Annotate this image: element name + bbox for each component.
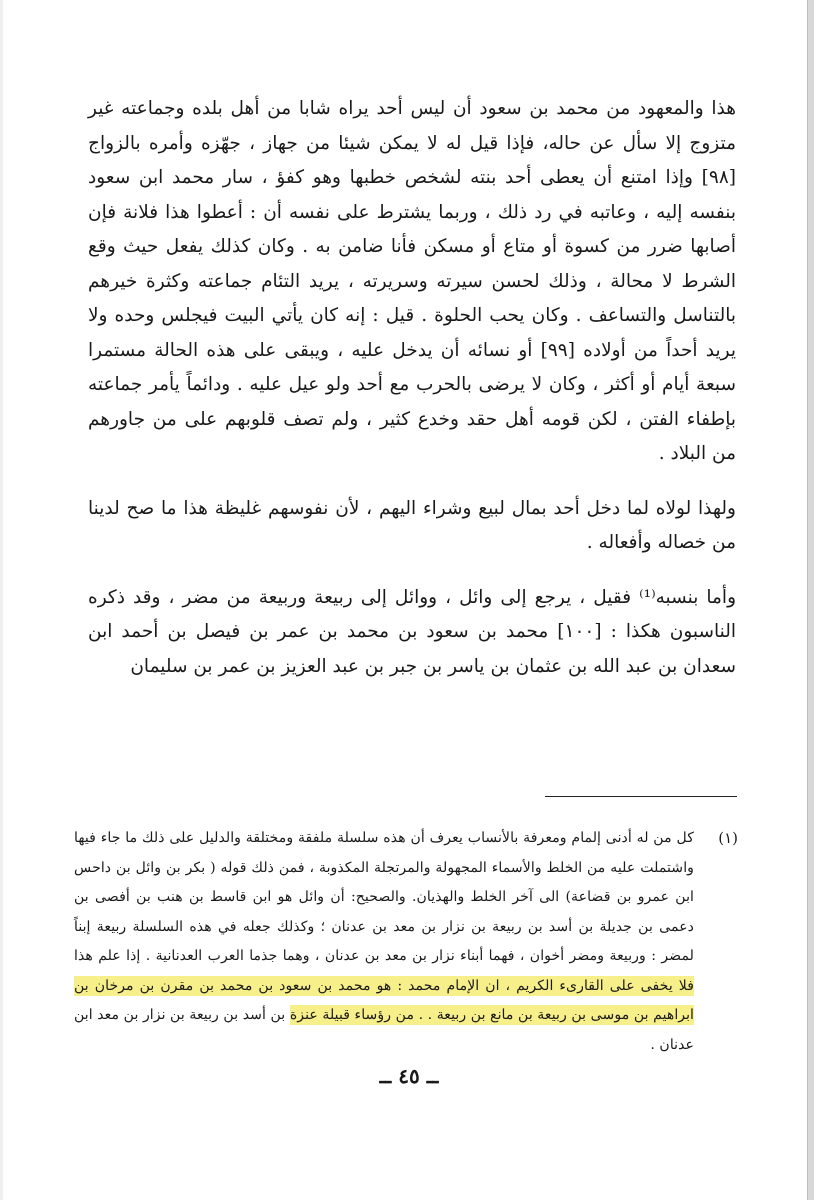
paragraph-3: وأما بنسبه⁽¹⁾ فقيل ، يرجع إلى وائل ، ووائل إلى ربيعة وربيعة من مضر ، وقد ذكره الناسبون هكذا : [١٠٠] محمد بن سعود بن محمد بن عمر بن فيصل بن أحمد ابن سعدان بن عبد الله بن عثمان بن ياسر بن جبر بن عبد العزيز بن عمر بن سليمان bbox=[88, 586, 737, 677]
page-number: ــ ٤٥ ــ bbox=[379, 1064, 439, 1088]
footnote-text bbox=[74, 824, 694, 1060]
footnote-separator bbox=[545, 796, 737, 797]
paragraph-2: ولهذا لولاه لما دخل أحد بمال لبيع وشراء اليهم ، لأن نفوسهم غليظة هذا ما صح لدينا من خصاله وأفعاله . bbox=[88, 497, 736, 553]
footnote-text-after: بن أسد بن ربيعة بن نزار بن معد ابن عدنان . bbox=[74, 1007, 694, 1053]
document-body bbox=[88, 92, 736, 684]
footnote-highlighted-text: فلا يخفى على القارىء الكريم ، ان الإمام محمد : هو محمد بن سعود بن محمد بن مقرن بن مرخان بن ابراهيم بن موسى بن ربيعة بن مانع بن ربيعة . . من رؤساء قبيلة عنزة bbox=[74, 977, 694, 1023]
scan-left-edge bbox=[0, 0, 3, 1200]
footnote-text-before: كل من له أدنى إلمام ومعرفة بالأنساب يعرف أن هذه سلسلة ملفقة ومختلقة والدليل على ذلك ما جاء فيها واشتملت عليه من الخلط والأسماء المجهولة والمرتجلة المكذوبة ، فمن ذلك قوله ( بكر بن وائل بن داحس ابن عمرو بن قضاعة) الى آخر الخلط والهذيان. والصحيح: أن وائل هو ابن قاسط بن هنب بن أفصى بن دعمى بن جديلة بن أسد بن ربيعة بن نزار بن معد بن عدنان ؛ وكذلك جعله في هذه السلسلة ربيعة إبناً لمضر : وربيعة ومضر أخوان ، فهما أبناء نزار بن معد بن عدنان ، وهما جذما العرب العدنانية . إذا علم هذا bbox=[74, 830, 694, 964]
paragraph-1: هذا والمعهود من محمد بن سعود أن ليس أحد يراه شابا من أهل بلده وجماعته غير متزوج إلا سأل عن حاله، فإذا قيل له لا يمكن شيئا من جهاز ، جهّزه وأمره بالزواج [٩٨] وإذا امتنع أن يعطى أحد بنته لشخص خطبها وهو كفؤ ، سار محمد ابن سعود بنفسه إليه ، وعاتبه في رد ذلك ، وربما يشترط على نفسه أن : أعطوا هذا فلانة فإن أصابها ضرر من كسوة أو متاع أو مسكن فأنا ضامن به . وكان كذلك يفعل حيث وقع الشرط لا محالة ، وذلك لحسن سيرته وسريرته ، يريد التئام جماعته وكثرة خيرهم بالتناسل والتساعف . وكان يحب الحلوة . قيل : إنه كان يأتي البيت فيجلس وحده ولا يريد أحداً من أولاده [٩٩] أو نسائه أن يدخل عليه ، ويبقى على هذه الحالة مستمرا سبعة أيام أو أكثر ، وكان لا يرضى بالحرب مع أحد ولو عيل عليه . ودائماً يأمر جماعته بإطفاء الفتن ، لكن قومه أهل حقد وخدع كثير ، ولم تصف قلوبهم على من جاورهم من البلاد . bbox=[88, 98, 736, 464]
scan-right-edge bbox=[807, 0, 814, 1200]
footnote-marker: (١) bbox=[718, 829, 738, 847]
footnote bbox=[74, 824, 738, 1060]
